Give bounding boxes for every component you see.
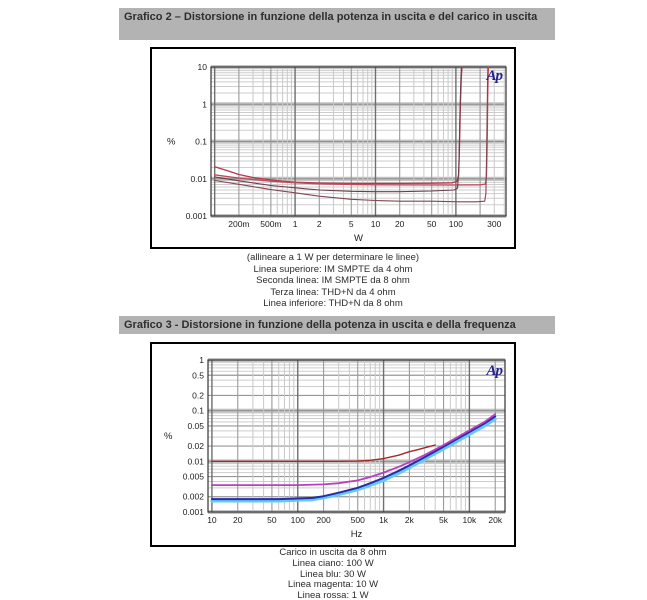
caption-line: Carico in uscita da 8 ohm [279,547,387,558]
section-header-grafico2: Grafico 2 – Distorsione in funzione della potenza in uscita e del carico in uscita [119,8,555,40]
grafico3-chart-frame [150,342,516,547]
svg-text:W: W [354,233,363,244]
caption-line: Seconda linea: IM SMPTE da 8 ohm [256,275,410,286]
audio-precision-logo: Ap [486,363,502,379]
svg-text:0.1: 0.1 [192,405,204,416]
grafico2-plot [152,49,514,247]
svg-text:1k: 1k [379,515,389,525]
caption-line: Linea inferiore: THD+N da 8 ohm [263,298,403,309]
svg-text:%: % [167,136,176,148]
svg-text:500: 500 [350,515,365,525]
svg-text:0.01: 0.01 [190,173,207,184]
svg-text:50: 50 [426,219,437,229]
svg-text:0.5: 0.5 [192,370,204,381]
caption-line: Linea ciano: 100 W [292,557,374,569]
svg-text:0.001: 0.001 [185,211,207,221]
grafico2-caption [150,252,516,310]
grafico2-chart-frame [150,47,516,249]
svg-text:0.005: 0.005 [182,471,204,482]
caption-line: Linea magenta: 10 W [287,579,379,591]
svg-text:2k: 2k [404,515,414,525]
caption-line: Linea blu: 30 W [299,568,366,580]
svg-text:%: % [164,431,173,442]
svg-text:100: 100 [290,515,305,525]
grafico3-plot [152,344,514,545]
svg-text:1: 1 [199,355,204,365]
svg-text:20k: 20k [488,515,503,525]
grafico3-caption [150,548,516,600]
svg-text:50: 50 [267,515,277,525]
svg-text:10k: 10k [462,515,477,525]
svg-text:300: 300 [487,219,502,229]
svg-text:100: 100 [448,219,463,229]
caption-line: Linea rossa: 1 W [297,590,369,600]
svg-text:0.1: 0.1 [195,136,207,147]
caption-line: (allineare a 1 W per determinare le linee) [246,252,420,263]
svg-text:20: 20 [394,219,405,229]
svg-text:0.001: 0.001 [182,507,204,517]
svg-text:2: 2 [316,219,322,229]
svg-text:200: 200 [316,515,331,525]
svg-text:20: 20 [233,515,243,525]
svg-text:0.02: 0.02 [187,441,204,452]
svg-text:10: 10 [197,62,207,72]
svg-text:Hz: Hz [350,529,363,540]
svg-text:10: 10 [370,219,381,229]
audio-precision-logo: Ap [486,68,502,84]
caption-line: Terza linea: THD+N da 4 ohm [270,286,396,298]
svg-text:0.01: 0.01 [187,456,204,467]
svg-text:0.2: 0.2 [192,390,204,401]
svg-text:0.05: 0.05 [187,420,204,431]
svg-text:500m: 500m [260,219,282,229]
svg-text:10: 10 [207,515,217,525]
section-header-grafico3: Grafico 3 - Distorsione in funzione della potenza in uscita e della frequenza [119,316,555,334]
svg-text:5k: 5k [439,515,449,525]
caption-line: Linea superiore: IM SMPTE da 4 ohm [253,263,413,275]
svg-text:1: 1 [292,219,298,229]
svg-text:1: 1 [202,99,207,110]
svg-text:200m: 200m [228,219,250,229]
svg-text:0.002: 0.002 [182,491,204,502]
svg-text:5: 5 [348,219,354,229]
